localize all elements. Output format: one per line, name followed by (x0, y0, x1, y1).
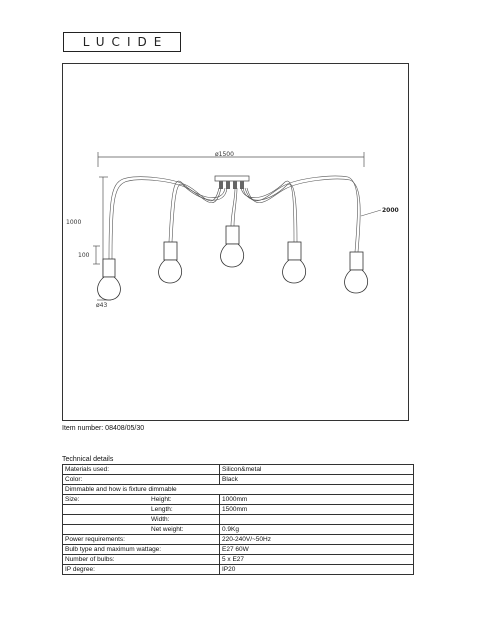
table-row (63, 525, 414, 535)
row-label (63, 505, 150, 515)
lamps (98, 226, 368, 300)
row-sublabel (149, 555, 220, 565)
table-row (63, 515, 414, 525)
row-label: Power requirements: (63, 535, 150, 545)
table-row (63, 565, 414, 575)
row-value: 0.9Kg (220, 525, 414, 535)
dim-width-label: ø1500 (215, 151, 234, 158)
row-label (63, 525, 150, 535)
dim-height-label: 1000 (66, 219, 82, 226)
row-label: IP degree: (63, 565, 150, 575)
technical-details-table (62, 464, 414, 575)
row-label: Color: (63, 475, 150, 485)
table-row (63, 485, 414, 495)
table-row (63, 465, 414, 475)
cables (109, 176, 381, 259)
row-sublabel: Width: (149, 515, 220, 525)
ceiling-canopy (215, 176, 249, 189)
row-value: 1500mm (220, 505, 414, 515)
pendant-lamp-drawing (63, 64, 410, 422)
table-row (63, 555, 414, 565)
row-label: Number of bulbs: (63, 555, 150, 565)
row-sublabel (149, 465, 220, 475)
table-row (63, 545, 414, 555)
brand-logo-text: LUCIDE (82, 35, 169, 49)
row-label: Dimmable and how is fixture dimmable (63, 485, 414, 495)
table-row (63, 475, 414, 485)
table-row (63, 535, 414, 545)
row-label: Bulb type and maximum wattage: (63, 545, 150, 555)
row-value: 1000mm (220, 495, 414, 505)
row-sublabel (149, 475, 220, 485)
row-value: Black (220, 475, 414, 485)
item-number: Item number: 08408/05/30 (62, 425, 145, 432)
row-value: 220-240V/~50Hz (220, 535, 414, 545)
row-label (63, 515, 150, 525)
row-value (220, 515, 414, 525)
row-value: 5 x E27 (220, 555, 414, 565)
table-row (63, 495, 414, 505)
row-label: Materials used: (63, 465, 150, 475)
row-sublabel: Length: (149, 505, 220, 515)
table-row (63, 505, 414, 515)
technical-drawing (62, 63, 409, 421)
dim-diameter-label: ø43 (96, 302, 108, 309)
dim-lamp-label: 100 (78, 252, 90, 259)
row-value: Silicon&metal (220, 465, 414, 475)
row-sublabel (149, 565, 220, 575)
row-value: E27 60W (220, 545, 414, 555)
row-label: Size: (63, 495, 150, 505)
row-sublabel: Net weight: (149, 525, 220, 535)
row-sublabel (149, 535, 220, 545)
dim-cable-label: 2000 (382, 207, 399, 214)
brand-logo (63, 32, 181, 52)
row-value: IP20 (220, 565, 414, 575)
row-sublabel: Height: (149, 495, 220, 505)
technical-details-title: Technical details (62, 456, 114, 463)
